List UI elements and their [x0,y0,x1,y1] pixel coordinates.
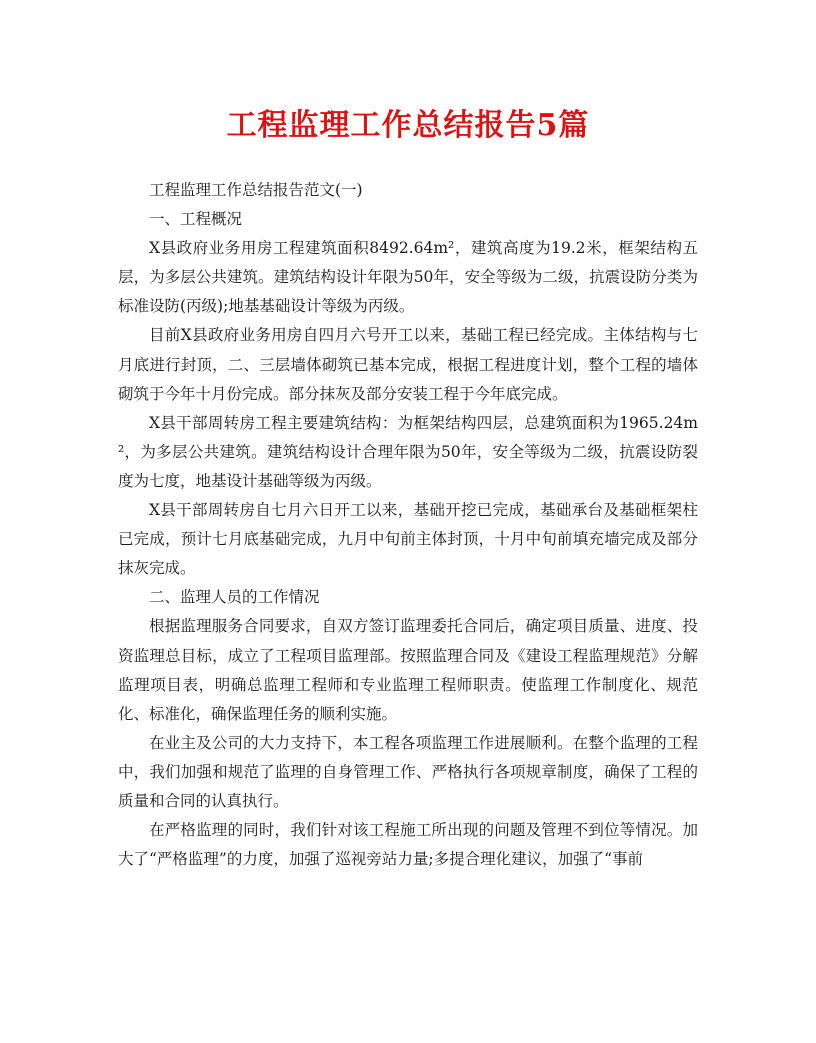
paragraph: 在业主及公司的大力支持下，本工程各项监理工作进展顺利。在整个监理的工程中，我们加强和规范了监理的自身管理工作、严格执行各项规章制度，确保了工程的质量和合同的认真执行。 [118,733,698,810]
paragraph: X县干部周转房自七月六日开工以来，基础开挖已完成，基础承台及基础框架柱已完成，预计七月底基础完成，九月中旬前主体封顶，十月中旬前填充墙完成及部分抹灰完成。 [118,501,698,578]
document-title: 工程监理工作总结报告5篇 [226,108,590,143]
paragraph: 根据监理服务合同要求，自双方签订监理委托合同后，确定项目质量、进度、投资监理总目标，成立了工程项目监理部。按照监理合同及《建设工程监理规范》分解监理项目表，明确总监理工程师和专业监理工程师职责。使监理工作制度化、规范化、标准化，确保监理任务的顺利实施。 [118,617,698,723]
section-heading-staff: 二、监理人员的工作情况 [149,588,320,607]
section-heading-overview: 一、工程概况 [149,210,243,229]
paragraph: 在严格监理的同时，我们针对该工程施工所出现的问题及管理不到位等情况。加大了“严格监理”的力度，加强了巡视旁站力量;多提合理化建议，加强了“事前 [118,821,698,869]
paragraph: X县干部周转房工程主要建筑结构：为框架结构四层，总建筑面积为1965.24m²，为多层公共建筑。建筑结构设计合理年限为50年，安全等级为二级，抗震设防裂度为七度，地基设计基础等级为丙级。 [118,413,698,490]
document-body [118,176,698,874]
paragraph: X县政府业务用房工程建筑面积8492.64m²，建筑高度为19.2米，框架结构五层，为多层公共建筑。建筑结构设计年限为50年，安全等级为二级，抗震设防分类为标准设防(丙级);地基基础设计等级为丙级。 [118,239,698,316]
paragraph-subtitle: 工程监理工作总结报告范文(一) [149,181,363,199]
paragraph: 目前X县政府业务用房自四月六号开工以来，基础工程已经完成。主体结构与七月底进行封顶，二、三层墙体砌筑已基本完成，根据工程进度计划，整个工程的墙体砌筑于今年十月份完成。部分抹灰及部分安装工程于今年底完成。 [118,326,698,403]
